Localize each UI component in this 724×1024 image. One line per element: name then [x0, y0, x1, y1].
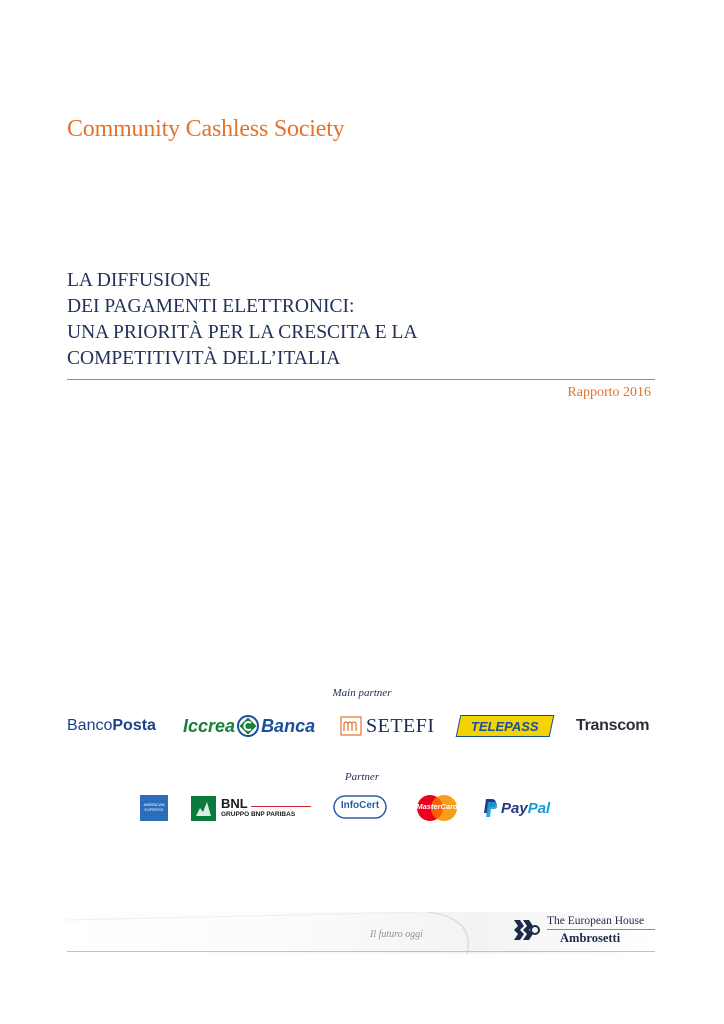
american-express-logo: [140, 795, 168, 821]
footer-divider: [67, 951, 655, 952]
org-name-divider: [547, 929, 655, 930]
report-title-line-4: COMPETITIVITÀ DELL’ITALIA: [67, 348, 341, 369]
iccrea-emblem-icon: [237, 715, 259, 737]
european-house-ambrosetti-logo: [512, 914, 658, 946]
title-divider: [67, 379, 655, 380]
iccrea-logo-part1: Iccrea: [183, 715, 236, 736]
bancoposta-logo: [67, 717, 156, 735]
iccrea-banca-logo: [183, 713, 315, 739]
telepass-logo: [456, 715, 555, 737]
bnl-logo-text: [221, 797, 311, 819]
telepass-logo-text: TELEPASS: [471, 718, 539, 734]
paypal-logo-part2: Pal: [527, 799, 551, 817]
org-name-line1: The European House: [547, 915, 645, 927]
report-title: [67, 268, 657, 372]
main-partner-label: Main partner: [332, 687, 392, 699]
paypal-p-icon: [483, 798, 497, 818]
report-title-line-3: UNA PRIORITÀ PER LA CRESCITA E LA: [67, 322, 418, 343]
bnl-group: GRUPPO BNP PARIBAS: [221, 811, 296, 818]
infocert-logo-text: InfoCert: [340, 800, 380, 811]
amex-logo-text: AMERICAN EXPRESS: [143, 802, 165, 812]
mastercard-logo-text: MasterCard: [416, 802, 458, 811]
infocert-logo: [333, 795, 387, 819]
bnl-logo: [191, 795, 311, 821]
setefi-mark-icon: [340, 716, 362, 736]
report-title-line-1: LA DIFFUSIONE: [67, 270, 211, 291]
paypal-logo: [483, 797, 550, 819]
setefi-logo: [340, 713, 435, 739]
bnl-red-line: [251, 806, 311, 807]
ambrosetti-mark-icon: [512, 916, 540, 944]
footer-tagline: Il futuro oggi: [370, 929, 423, 940]
report-title-line-2: DEI PAGAMENTI ELETTRONICI:: [67, 296, 355, 317]
report-year: Rapporto 2016: [567, 385, 651, 400]
bnl-stars-icon: [191, 796, 216, 821]
community-title: Community Cashless Society: [67, 116, 345, 142]
org-name-line2: Ambrosetti: [560, 931, 621, 945]
mastercard-logo: [414, 794, 460, 822]
partner-label: Partner: [344, 771, 380, 783]
bnl-name: BNL: [221, 796, 248, 811]
transcom-logo: Transcom: [576, 717, 650, 734]
bancoposta-logo-part1: Banco: [67, 717, 113, 734]
paypal-logo-part1: Pay: [501, 799, 528, 817]
setefi-logo-text: SETEFI: [366, 714, 435, 737]
bancoposta-logo-part2: Posta: [112, 717, 156, 734]
iccrea-logo-part2: Banca: [261, 715, 316, 736]
